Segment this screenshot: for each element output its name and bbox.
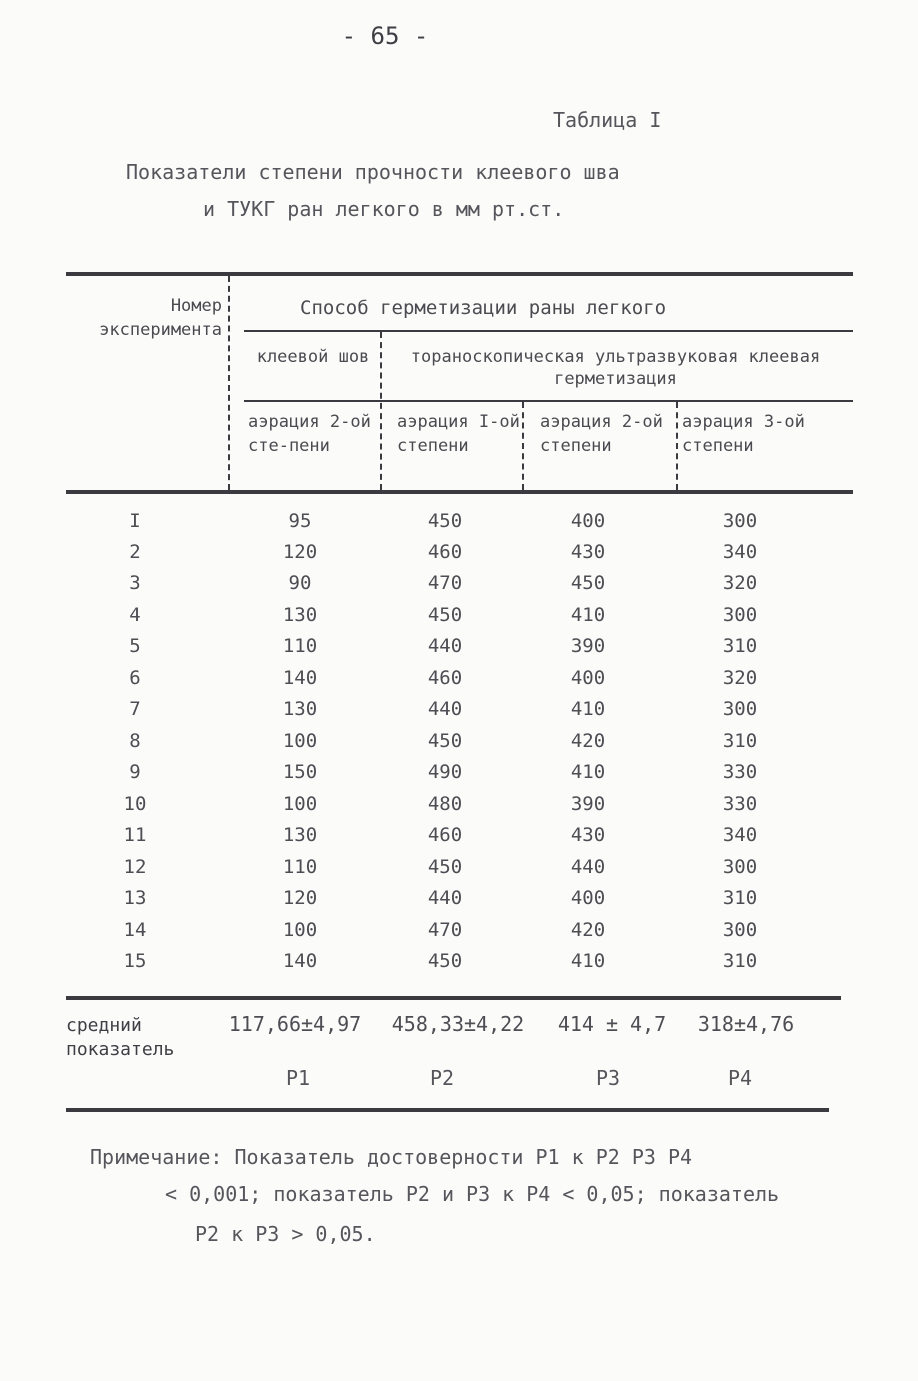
cell-value: 130 [282,698,318,720]
cell-value: 110 [282,635,318,657]
cell-value: 130 [282,604,318,626]
table-row [0,635,918,666]
header-sub-aeration-1: аэрация I-ой степени [397,412,520,456]
table-row [0,698,918,729]
header-sub-aeration-2: аэрация 2-ой степени [540,412,663,456]
table-row [0,667,918,698]
cell-value: 300 [722,698,758,720]
cell-number: 13 [123,887,147,909]
table-row [0,604,918,635]
cell-value: 110 [282,856,318,878]
table-row [0,541,918,572]
cell-value: 300 [722,919,758,941]
note-line-2: < 0,001; показатель P2 и P3 к P4 < 0,05; показатель [165,1182,780,1206]
note-line-3: P2 к P3 > 0,05. [195,1222,376,1246]
table-row [0,793,918,824]
column-divider [380,332,382,490]
cell-value: 450 [427,950,463,972]
cell-value: 120 [282,887,318,909]
column-divider [676,402,678,490]
cell-value: 330 [722,793,758,815]
cell-value: 400 [570,887,606,909]
cell-value: 420 [570,730,606,752]
cell-value: 450 [427,510,463,532]
cell-value: 470 [427,919,463,941]
cell-value: 390 [570,793,606,815]
table-caption-line-1: Показатели степени прочности клеевого шва [126,160,620,184]
header-suture: клеевой шов [256,347,370,367]
table-bottom-rule [66,1108,829,1112]
header-rule-1 [244,330,853,332]
body-bottom-rule [66,996,841,1000]
mean-value: 458,33±4,22 [391,1012,525,1036]
p-label: P3 [595,1066,621,1090]
cell-value: 310 [722,635,758,657]
cell-number: 10 [123,793,147,815]
cell-value: 410 [570,761,606,783]
cell-number: 15 [123,950,147,972]
cell-value: 490 [427,761,463,783]
cell-value: 430 [570,541,606,563]
header-sub-aeration-3: аэрация 3-ой степени [682,412,805,456]
cell-value: 90 [288,572,312,594]
header-method: Способ герметизации раны легкого [300,297,667,319]
cell-value: 100 [282,793,318,815]
cell-number: I [129,510,141,532]
cell-value: 300 [722,856,758,878]
cell-number: 14 [123,919,147,941]
cell-number: 9 [129,761,141,783]
cell-value: 120 [282,541,318,563]
cell-value: 340 [722,541,758,563]
table-row [0,572,918,603]
cell-value: 140 [282,667,318,689]
table-row [0,887,918,918]
cell-number: 8 [129,730,141,752]
header-bottom-rule [66,490,853,494]
p-label: P4 [727,1066,753,1090]
cell-value: 320 [722,572,758,594]
cell-value: 140 [282,950,318,972]
page-number: - 65 - [341,22,429,50]
cell-value: 440 [427,635,463,657]
header-rule-2 [244,400,853,402]
cell-value: 130 [282,824,318,846]
table-top-rule [66,272,853,276]
cell-value: 410 [570,950,606,972]
cell-value: 440 [570,856,606,878]
cell-value: 100 [282,730,318,752]
cell-value: 450 [427,604,463,626]
cell-value: 95 [288,510,312,532]
cell-number: 12 [123,856,147,878]
cell-number: 6 [129,667,141,689]
cell-value: 100 [282,919,318,941]
cell-value: 420 [570,919,606,941]
header-sub-suture: аэрация 2-ой сте-пени [248,412,371,456]
cell-number: 7 [129,698,141,720]
table-row [0,856,918,887]
mean-value: 117,66±4,97 [228,1012,362,1036]
cell-value: 460 [427,667,463,689]
table-row [0,919,918,950]
cell-value: 300 [722,604,758,626]
cell-value: 460 [427,824,463,846]
cell-value: 150 [282,761,318,783]
cell-value: 340 [722,824,758,846]
cell-number: 11 [123,824,147,846]
p-label: P1 [285,1066,311,1090]
header-experiment-number: Номер эксперимента [99,296,222,340]
cell-value: 310 [722,887,758,909]
column-divider [228,276,230,490]
table-row [0,950,918,981]
cell-number: 4 [129,604,141,626]
table-label: Таблица I [553,108,662,132]
cell-value: 430 [570,824,606,846]
cell-value: 310 [722,950,758,972]
cell-value: 330 [722,761,758,783]
table-row [0,730,918,761]
cell-number: 3 [129,572,141,594]
table-caption-line-2: и ТУКГ ран легкого в мм рт.ст. [203,197,565,221]
table-row [0,761,918,792]
table-row [0,824,918,855]
cell-number: 2 [129,541,141,563]
cell-value: 470 [427,572,463,594]
cell-value: 410 [570,698,606,720]
cell-value: 300 [722,510,758,532]
mean-label: средний показатель [66,1015,175,1060]
p-label: P2 [429,1066,455,1090]
cell-value: 450 [427,856,463,878]
cell-value: 400 [570,667,606,689]
cell-value: 480 [427,793,463,815]
note-line-1: Примечание: Показатель достоверности P1 к P2 P3 P4 [90,1145,693,1169]
cell-value: 440 [427,887,463,909]
header-thoracoscopic: тораноскопическая ультразвуковая клеевая герметизация [410,347,821,389]
cell-value: 310 [722,730,758,752]
mean-value: 318±4,76 [697,1012,795,1036]
cell-value: 320 [722,667,758,689]
mean-value: 414 ± 4,7 [557,1012,667,1036]
cell-value: 440 [427,698,463,720]
table-row [0,510,918,541]
cell-value: 400 [570,510,606,532]
cell-value: 410 [570,604,606,626]
cell-value: 450 [427,730,463,752]
cell-number: 5 [129,635,141,657]
cell-value: 390 [570,635,606,657]
cell-value: 460 [427,541,463,563]
cell-value: 450 [570,572,606,594]
